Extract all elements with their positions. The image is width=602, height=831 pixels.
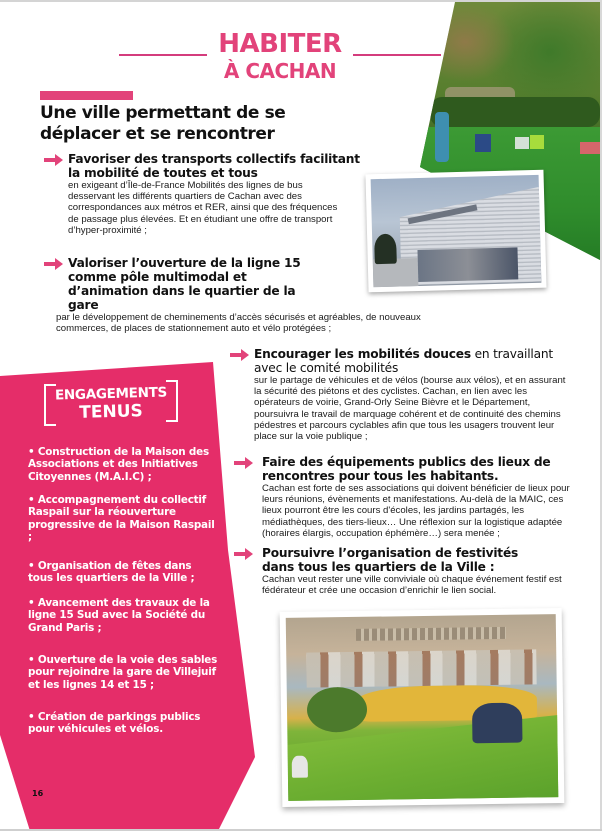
arrow-right-icon xyxy=(234,456,254,470)
item-title-bold: Encourager les mobilités douces xyxy=(254,347,471,361)
photo-image xyxy=(286,614,559,801)
item-title: Poursuivre l’organisation de festivités dans tous les quartiers de la Ville : xyxy=(262,546,519,574)
page-number: 16 xyxy=(32,789,44,798)
photo-blanket xyxy=(580,142,600,154)
item-title: Valoriser l’ouverture de la ligne 15 comme pôle multimodal et d’animation dans le quartier de la gare xyxy=(68,256,301,312)
title-rule-left xyxy=(119,54,207,56)
badge-line-1: ENGAGEMENTS xyxy=(54,384,168,404)
item-title: Favoriser des transports collectifs facilitant la mobilité de toutes et tous xyxy=(68,152,360,180)
park-photo-bottom xyxy=(280,608,565,807)
engagements-badge xyxy=(44,380,178,430)
arrow-right-icon xyxy=(234,547,254,561)
item-body: Cachan veut rester une ville conviviale où chaque événement festif est fédérateur et crée une occasion d’enrichir le lien social. xyxy=(262,574,562,597)
page-border xyxy=(0,0,602,2)
title-rule-right xyxy=(353,54,441,56)
arrow-right-icon xyxy=(44,257,64,271)
item-title-light: en travaillant avec le comité mobilités xyxy=(254,347,553,375)
engagement-item: • Ouverture de la voie des sables pour rejoindre la gare de Villejuif et les lignes 14 et 15 ; xyxy=(28,654,218,691)
engagement-item: • Création de parkings publics pour véhicules et vélos. xyxy=(28,711,201,736)
item-title: Faire des équipements publics des lieux de rencontres pour tous les habitants. xyxy=(262,455,551,483)
section-heading: Une ville permettant de se déplacer et se rencontrer xyxy=(40,103,286,144)
photo-bag xyxy=(475,134,491,152)
photo-people xyxy=(472,703,523,744)
photo-aqueduct xyxy=(356,627,506,641)
page-title: HABITER xyxy=(218,29,342,59)
photo-hedge xyxy=(430,97,600,127)
arrow-right-icon xyxy=(44,153,64,167)
photo-person xyxy=(292,756,308,778)
engagement-item: • Organisation de fêtes dans tous les quartiers de la Ville ; xyxy=(28,560,195,585)
badge-line-2: TENUS xyxy=(78,401,143,423)
item-body: en exigeant d’Île-de-France Mobilités des lignes de bus desservant les différents quartiers de Cachan avec des correspondances aux métros et RER, ainsi que des fréquences de passage plus élevées. Et en étudiant une offre de transport d’hyper-proximité ; xyxy=(68,180,338,236)
item-body: par le développement de cheminements d’accès sécurisés et agréables, de nouveaux commerces, de places de stationnement auto et vélo protégées ; xyxy=(56,312,421,335)
item-body: sur le partage de véhicules et de vélos (bourse aux vélos), et en assurant la sécurité des piétons et des cyclistes. Cachan, en lien avec les opérateurs de voirie, Grand-Orly Seine Bièvre et le Département, poursuivra le travail de marquage cohérent et de continuité des chemins pédestres et parcours cyclables afin que tous les usagers trouvent leur place sur la voie publique ; xyxy=(254,375,566,443)
engagement-item: • Construction de la Maison des Associations et des Initiatives Citoyennes (M.A.I.C) ; xyxy=(28,446,209,483)
engagement-item: • Avancement des travaux de la ligne 15 Sud avec la Société du Grand Paris ; xyxy=(28,597,210,634)
photo-person xyxy=(435,112,449,162)
page-subtitle: À CACHAN xyxy=(223,59,337,83)
arrow-right-icon xyxy=(230,348,250,362)
action-item xyxy=(230,347,570,442)
action-item xyxy=(44,256,434,334)
photo-bag xyxy=(515,137,529,149)
photo-bag xyxy=(530,135,544,149)
engagement-item: • Accompagnement du collectif Raspail sur la réouverture progressive de la Maison Raspail ; xyxy=(28,494,215,544)
accent-bar xyxy=(40,91,133,100)
action-item xyxy=(44,152,364,236)
action-item xyxy=(234,455,574,539)
photo-houses xyxy=(306,649,536,687)
item-body: Cachan est forte de ses associations qui doivent bénéficier de lieux pour leurs réunions, évènements et manifestations. Au-delà de la MAIC, ces lieux pourront être les cours d'écoles, les jardins partagés, les médiathèques, des tiers-lieux… Une réflexion sur la logistique adaptée (horaires élargis, occupation éphémère…) sera menée ; xyxy=(262,483,570,539)
action-item xyxy=(234,546,574,596)
photo-tree xyxy=(307,687,368,733)
item-title xyxy=(254,347,554,375)
